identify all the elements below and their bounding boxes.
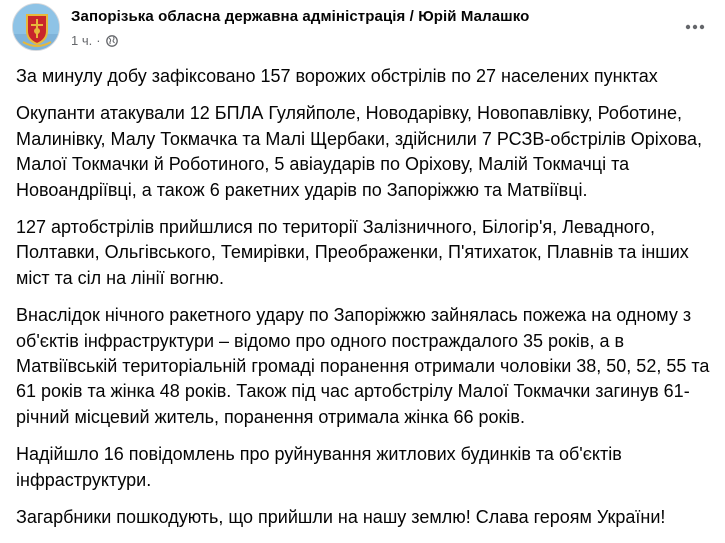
post-paragraph: Надійшло 16 повідомлень про руйнування житлових будинків та об'єктів інфраструктури. (16, 444, 622, 490)
post-meta (71, 33, 118, 48)
post-timestamp[interactable]: 1 ч. (71, 33, 93, 48)
coat-of-arms-icon (13, 4, 60, 51)
post-paragraph: За минулу добу зафіксовано 157 ворожих обстрілів по 27 населених пунктах (16, 66, 658, 86)
post-header (12, 3, 713, 57)
post-paragraph: 127 артобстрілів прийшлися по території Залізничного, Білогір'я, Левадного, Полтавки, Ольгівського, Темирівки, Преображенки, П'ятихаток, Плавнів та інших міст та сіл на лінії вогню. (16, 217, 689, 288)
post-author[interactable]: Запорізька обласна державна адміністрація / Юрій Малашко (71, 8, 530, 25)
post-paragraph: Внаслідок нічного ракетного удару по Запоріжжю зайнялась пожежа на одному з об'єктів інфраструктури – відомо про одного постраждалого 35 років, а в Матвіївській територіальній громаді поранення отримали чоловіки 38, 50, 52, 55 та 61 років та жінка 48 років. Також під час артобстрілу Малої Токмачки загинув 61-річний місцевий житель, поранення отримала жінка 66 років. (16, 305, 710, 427)
post-paragraph: Загарбники пошкодують, що прийшли на нашу землю! Слава героям України! (16, 507, 666, 528)
page-avatar[interactable] (12, 3, 60, 51)
post-paragraph: Окупанти атакували 12 БПЛА Гуляйполе, Новодарівку, Новопавлівку, Роботине, Малинівку, Малу Токмачка та Малі Щербаки, здійснили 7 РСЗВ-обстрілів Оріхова, Малої Токмачки й Роботиного, 5 авіаударів по Оріхову, Малій Токмачці та Новоандріївці, а також 6 ракетних ударів по Запоріжжю та Матвіївці. (16, 103, 702, 200)
post-options-button[interactable] (677, 9, 713, 45)
meta-separator: · (96, 33, 101, 48)
post-body (16, 64, 716, 543)
globe-icon (106, 35, 118, 47)
more-horizontal-icon (685, 24, 705, 30)
